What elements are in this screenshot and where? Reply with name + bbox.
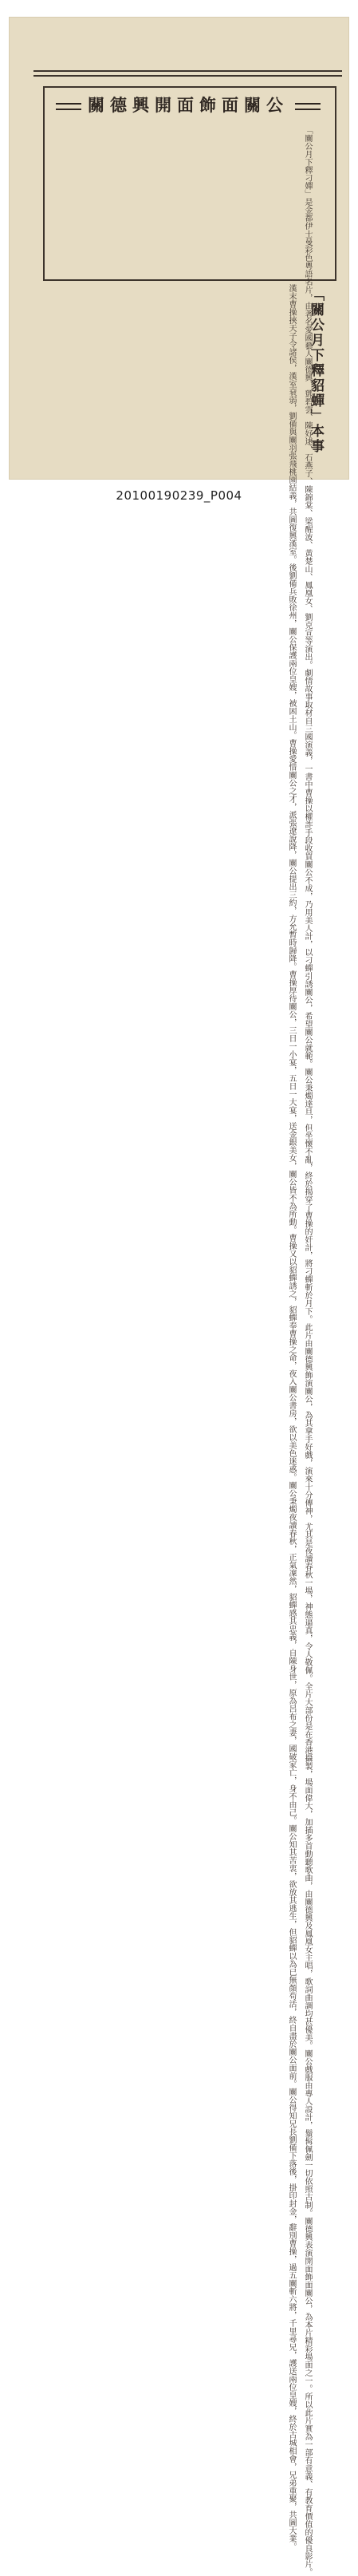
top-rule-2 <box>33 75 342 77</box>
image-caption: 20100190239_P004 <box>116 488 242 503</box>
story-body-text: 漢末曹操挾天子令諸侯，漢室衰弱，劉備與關羽張飛桃園結義，共圖復興漢室。後劉備兵敗徐州，關公保護兩位皇嫂，被困土山。曹操愛惜關公之才，派張遼說降，關公提出三約，方允暫時歸降。曹操厚待關公，三日一小宴，五日一大宴，送金銀美女，關公皆不為所動。曹操又以貂蟬誘之，貂蟬奉曹操之命，夜入關公書房，欲以美色迷惑。關公秉燭夜讀春秋，正氣凜然，貂蟬感其忠義，自陳身世，原為呂布之妻，國破家亡，身不由己。關公知其苦衷，欲放其逃生，但貂蟬以為已無顏苟活，終自盡於關公面前。關公得知兄長劉備下落後，掛印封金，辭別曹操，過五關斬六將，千里尋兄，護送兩位皇嫂，終於古城相會，兄弟重聚，共圖大業。 <box>287 284 296 2550</box>
feature-title: 關德興開面飾面關公 <box>49 93 327 117</box>
feature-body-text: 「關公月下釋刁嬋」是金都伊士曼彩色粵語名片，由著名愛國藝人關德興、鄧碧雲、陳好逑、石燕子、陳錦棠、梁醒波、黃楚山、鳳凰女、劉克宣等演出。劇情故事取材自三國演義，一書中曹操以權詐手段收買關公不成，乃用美人計，以刁蟬引誘關公，希望關公就範。關公秉燭達旦，但坐懷不亂，終於揭穿了曹操的奸計，將刁蟬斬於月下。此片由關德興飾演關公，為其拿手好戲，演來十分傳神，尤其是夜讀春秋一場，神態逼真，令人敬佩。全片大部份是在香港攝製，場面偉大，加插多首動聽歌曲，由關德興及鳳凰女主唱，歌詞曲調均甚優美。關公戲服由專人設計，鬚髯佩劍一切依照古制。關德興表演開面飾面關公，為本片精彩場面之一。所以此片實為一部有意義、有教育價值的優良影片。 <box>303 126 312 2576</box>
story-title: 「關公月下釋貂蟬」本事 <box>308 287 324 454</box>
top-rule-1 <box>33 70 342 72</box>
